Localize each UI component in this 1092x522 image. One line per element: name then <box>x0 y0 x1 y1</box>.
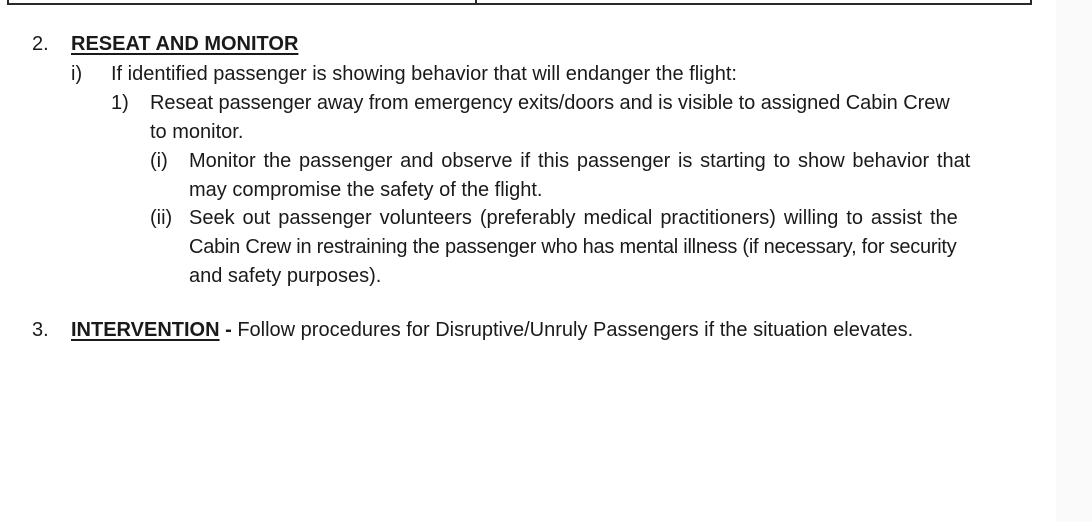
sub-ii-line2: Cabin Crew in restraining the passenger who has mental illness (if necessary, for security <box>189 236 957 258</box>
sub-i-marker: (i) <box>150 150 168 172</box>
item-1-line1: Reseat passenger away from emergency exits/doors and is visible to assigned Cabin Crew <box>150 92 950 114</box>
section-3-text: Follow procedures for Disruptive/Unruly Passengers if the situation elevates. <box>237 319 914 341</box>
section-3-number: 3. <box>32 319 49 341</box>
item-1-line2: to monitor. <box>150 121 244 143</box>
item-1-marker: 1) <box>111 92 129 114</box>
sub-ii-line3: and safety purposes). <box>189 265 382 287</box>
section-3-heading: INTERVENTION <box>71 319 220 341</box>
table-bottom-edge <box>7 0 1032 5</box>
item-i-marker: i) <box>71 63 83 85</box>
section-3-separator: - <box>219 319 238 341</box>
sub-ii-line1-wrap <box>189 204 958 233</box>
section-2-number: 2. <box>32 33 49 55</box>
section-2-heading-row <box>32 30 49 59</box>
section-2-heading: RESEAT AND MONITOR <box>71 33 299 55</box>
sub-ii-line1: Seek out passenger volunteers (preferably medical practitioners) willing to assist the <box>189 207 958 229</box>
table-column-divider <box>475 0 477 3</box>
sub-i-line2: may compromise the safety of the flight. <box>189 179 543 201</box>
item-1-line1-wrap <box>150 89 1034 118</box>
sub-ii-marker: (ii) <box>150 207 173 229</box>
section-3-line <box>71 316 913 345</box>
sub-i-line1-wrap <box>189 147 970 176</box>
section-2-heading-wrap <box>71 30 298 59</box>
sub-i-line1: Monitor the passenger and observe if this passenger is starting to show behavior that <box>189 150 971 172</box>
item-i-text: If identified passenger is showing behavior that will endanger the flight: <box>111 63 737 85</box>
sub-ii-line2-wrap <box>189 233 956 262</box>
